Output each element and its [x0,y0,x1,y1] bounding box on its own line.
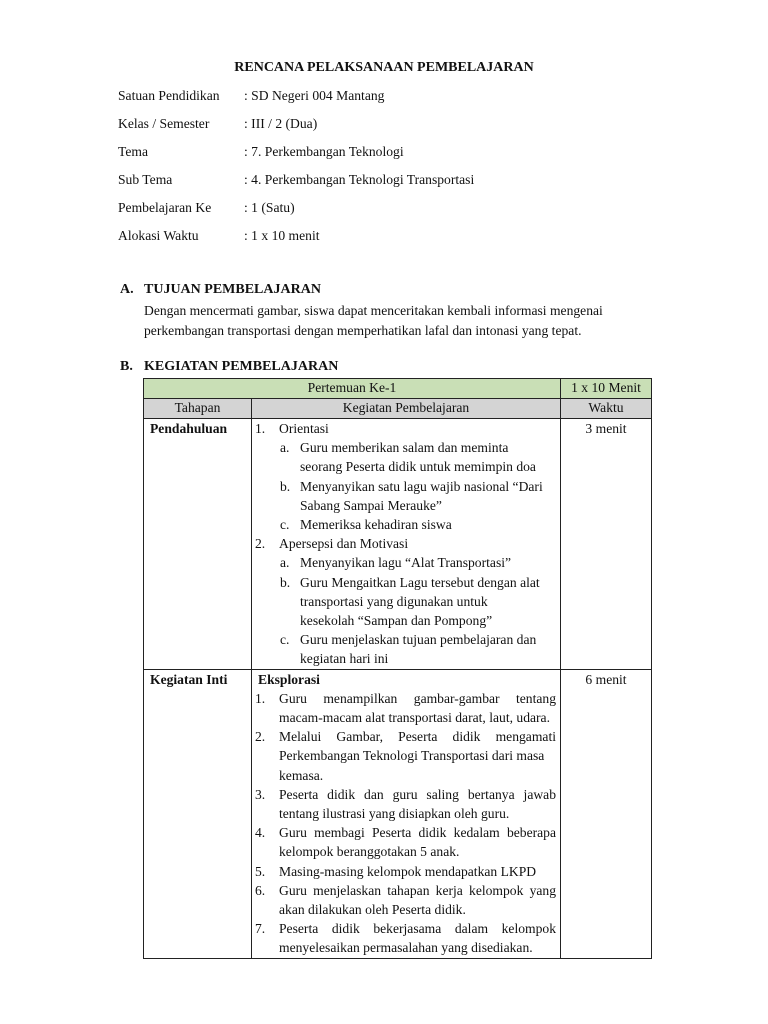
list-number: 2. [255,729,266,745]
sub-item [252,630,560,668]
list-item [252,919,560,957]
sub-item [252,573,560,631]
info-row-pembelajaran [118,198,474,226]
info-label: Satuan Pendidikan [118,88,220,103]
text-line: Melalui Gambar, Peserta didik mengamati [279,729,556,745]
list-item [252,881,560,919]
info-label: Kelas / Semester [118,116,210,131]
table-header-meeting [144,379,652,399]
subheading-eksplorasi: Eksplorasi [258,671,320,687]
text-line: Guru menjelaskan tahapan kerja kelompok yang [279,882,556,898]
section-b-heading [120,359,338,375]
text-line: macam-macam alat transportasi darat, laut, udara. [279,710,550,726]
text-line: kelompok beranggotakan 5 anak. [279,844,460,860]
info-value: : 1 (Satu) [244,200,295,215]
text-line: kemasa. [279,767,324,783]
sub-text [300,477,552,515]
text-line: kesekolah “Sampan dan Pompong” [300,613,493,629]
info-value: : SD Negeri 004 Mantang [244,88,385,103]
sub-item [252,438,560,476]
duration-pendahuluan: 3 menit [561,419,652,670]
activity-table [143,378,652,959]
column-header-time: Waktu [561,399,652,419]
sub-item [252,477,560,515]
text-line: kegiatan hari ini [300,651,389,667]
list-item [252,862,560,881]
list-text [279,785,558,823]
info-row-subtema [118,170,474,198]
text-line: Guru Mengaitkan Lagu tersebut dengan alat [300,574,540,590]
info-value: : 4. Perkembangan Teknologi Transportasi [244,172,475,187]
section-letter: A. [120,282,134,297]
info-label: Tema [118,144,148,159]
list-text [279,727,558,785]
info-row-kelas [118,114,474,142]
text-line: Menyanyikan lagu “Alat Transportasi” [300,555,512,571]
info-label: Pembelajaran Ke [118,200,212,215]
sub-text [300,630,552,668]
sub-mark: c. [280,632,290,648]
info-value: : III / 2 (Dua) [244,116,318,131]
sub-text [300,573,552,631]
info-row-satuan [118,86,474,114]
text-line: Masing-masing kelompok mendapatkan LKPD [279,863,537,879]
sub-item [252,553,560,572]
goal-line: perkembangan transportasi dengan memperhatikan lafal dan intonasi yang tepat. [144,323,582,338]
list-number: 2. [255,536,266,552]
list-number: 1. [255,690,266,706]
info-value: : 7. Perkembangan Teknologi [244,144,404,159]
text-line: tentang ilustrasi yang disiapkan oleh guru. [279,806,510,822]
sub-mark: a. [280,440,290,456]
list-number: 4. [255,825,266,841]
info-value: : 1 x 10 menit [244,228,320,243]
text-line: Perkembangan Teknologi Transportasi dari masa [279,748,545,764]
list-text [279,823,558,861]
text-line: transportasi yang digunakan untuk [300,593,488,609]
list-number: 3. [255,786,266,802]
info-row-tema [118,142,474,170]
text-line: Guru menampilkan gambar-gambar tentang [279,690,556,706]
table-row [144,669,652,958]
list-text [279,881,558,919]
goal-line: Dengan mencermati gambar, siswa dapat menceritakan kembali informasi mengenai [144,303,603,318]
text-line: Guru menjelaskan tujuan pembelajaran dan [300,632,537,648]
list-item [252,823,560,861]
list-item [252,727,560,785]
list-title: Apersepsi dan Motivasi [279,536,409,552]
info-label: Sub Tema [118,172,173,187]
text-line: Memeriksa kehadiran siswa [300,517,452,533]
sub-mark: b. [280,478,291,494]
info-block [118,86,474,254]
text-line: menyelesaikan permasalahan yang disediakan. [279,940,533,956]
text-line: Guru membagi Peserta didik kedalam beberapa [279,825,556,841]
text-line: Peserta didik dan guru saling bertanya jawab [279,786,556,802]
section-title: KEGIATAN PEMBELAJARAN [144,359,339,374]
sub-item [252,515,560,534]
activity-cell [252,669,561,958]
duration-inti: 6 menit [561,669,652,958]
learning-goal [144,301,644,341]
list-number: 7. [255,921,266,937]
table-row [144,419,652,670]
table-header-columns [144,399,652,419]
text-line: seorang Peserta didik untuk memimpin doa [300,459,536,475]
info-label: Alokasi Waktu [118,228,199,243]
list-number: 5. [255,863,266,879]
section-a-heading [120,282,321,298]
text-line: Guru memberikan salam dan meminta [300,440,509,456]
sub-mark: a. [280,555,290,571]
document-title: RENCANA PELAKSANAAN PEMBELAJARAN [234,60,534,75]
sub-text [300,553,552,572]
list-number: 6. [255,882,266,898]
text-line: Peserta didik bekerjasama dalam kelompok [279,921,556,937]
list-item [252,419,560,438]
section-title: TUJUAN PEMBELAJARAN [144,282,321,297]
sub-mark: b. [280,574,291,590]
info-row-alokasi [118,226,474,254]
text-line: Menyanyikan satu lagu wajib nasional “Dari [300,478,543,494]
meeting-time: 1 x 10 Menit [561,379,652,399]
column-header-stage: Tahapan [144,399,252,419]
text-line: Sabang Sampai Merauke” [300,497,442,513]
list-title: Orientasi [279,421,329,436]
stage-pendahuluan: Pendahuluan [144,419,252,670]
list-item [252,534,560,553]
list-item [252,689,560,727]
list-item [252,785,560,823]
text-line: akan dilakukan oleh Peserta didik. [279,902,466,918]
activity-cell [252,419,561,670]
section-letter: B. [120,359,133,374]
sub-text [300,438,552,476]
column-header-activity: Kegiatan Pembelajaran [252,399,561,419]
sub-text [300,515,552,534]
sub-mark: c. [280,517,290,533]
list-text [279,919,558,957]
list-text [279,689,558,727]
list-text [279,862,558,881]
list-number: 1. [255,421,266,436]
meeting-label: Pertemuan Ke-1 [144,379,561,399]
stage-inti: Kegiatan Inti [144,669,252,958]
